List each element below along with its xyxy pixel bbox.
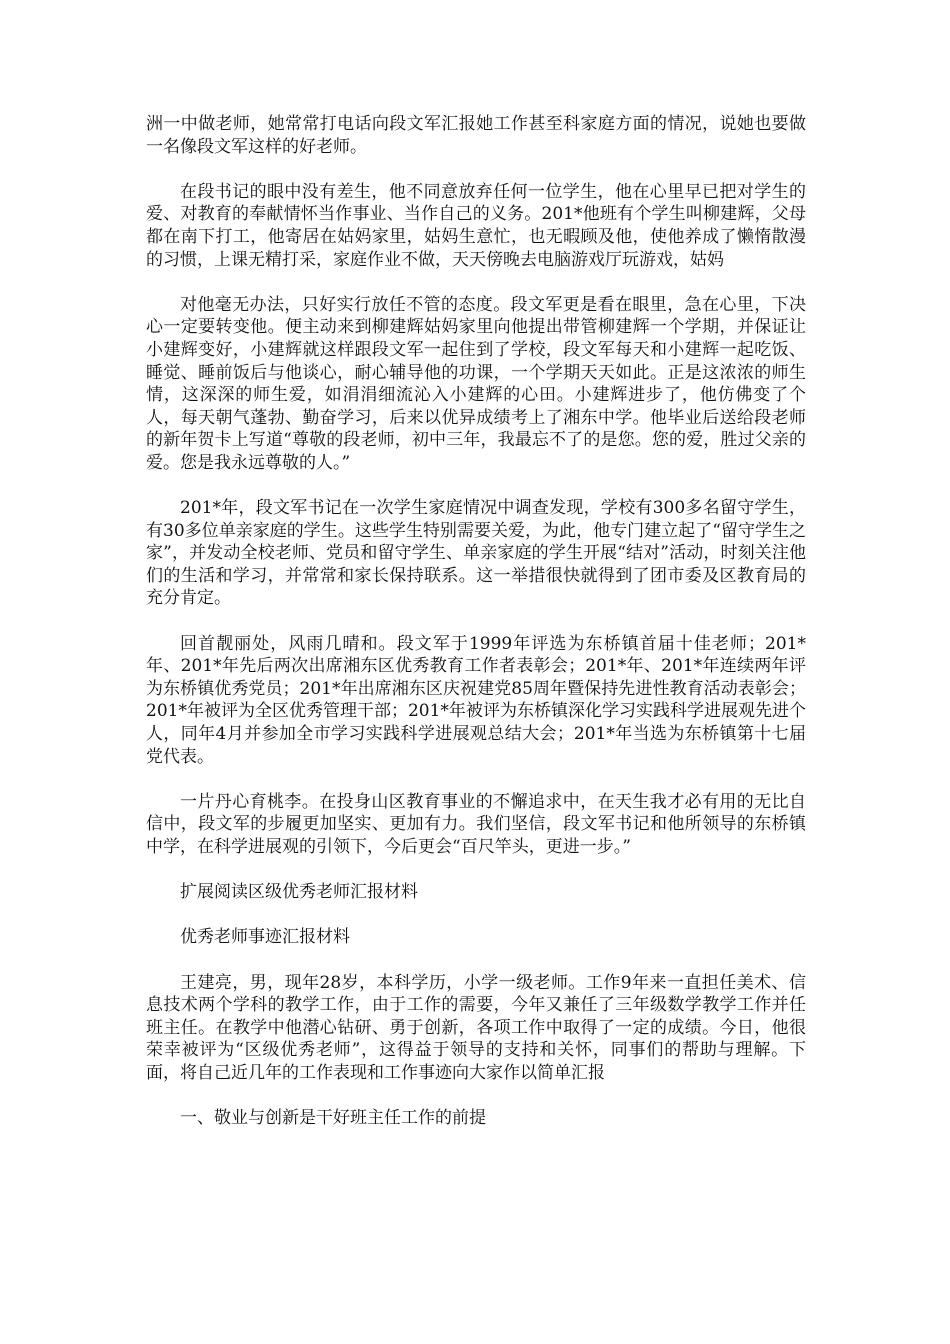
paragraph-2: 在段书记的眼中没有差生，他不同意放弃任何一位学生，他在心里早已把对学生的爱、对教育的奉献情怀当作事业、当作自己的义务。201*他班有个学生叫柳建辉，父母都在南下打工，他寄居在姑妈家里，姑妈生意忙，也无暇顾及他，使他养成了懒惰散漫的习惯，上课无精打采，家庭作业不做，天天傍晚去电脑游戏厅玩游戏，姑妈 — [146, 181, 806, 270]
paragraph-7: 王建亮，男，现年28岁，本科学历，小学一级老师。工作9年来一直担任美术、信息技术两个学科的教学工作，由于工作的需要，今年又兼任了三年级数学教学工作并任班主任。在教学中他潜心钻研、勇于创新，各项工作中取得了一定的成绩。今日，他很荣幸被评为“区级优秀老师”，这得益于领导的支持和关怀，同事们的帮助与理解。下面，将自己近几年的工作表现和工作事迹向大家作以简单汇报 — [146, 972, 806, 1083]
paragraph-6: 一片丹心育桃李。在投身山区教育事业的不懈追求中，在天生我才必有用的无比自信中，段文军的步履更加坚实、更加有力。我们坚信，段文军书记和他所领导的东桥镇中学，在科学进展观的引领下，今后更会“百尺竿头，更进一步。” — [146, 791, 806, 857]
paragraph-1: 洲一中做老师，她常常打电话向段文军汇报她工作甚至科家庭方面的情况，说她也要做一名像段文军这样的好老师。 — [146, 114, 806, 157]
section-heading-teacher-report: 优秀老师事迹汇报材料 — [180, 927, 350, 948]
paragraph-5: 回首靓丽处，风雨几晴和。段文军于1999年评选为东桥镇首届十佳老师；201*年、201*年先后两次出席湘东区优秀教育工作者表彰会；201*年、201*年连续两年评为东桥镇优秀党员；201*年出席湘东区庆祝建党85周年暨保持先进性教育活动表彰会；201*年被评为全区优秀管理干部；201*年被评为东桥镇深化学习实践科学进展观先进个人，同年4月并参加全市学习实践科学进展观总结大会；201*年当选为东桥镇第十七届党代表。 — [146, 633, 806, 767]
section-heading-extended-reading: 扩展阅读区级优秀老师汇报材料 — [180, 882, 418, 903]
section-heading-1: 一、敬业与创新是干好班主任工作的前提 — [180, 1108, 486, 1129]
document-body — [146, 113, 806, 1152]
paragraph-4: 201*年，段文军书记在一次学生家庭情况中调查发现，学校有300多名留守学生，有30多位单亲家庭的学生。这些学生特别需要关爱，为此，他专门建立起了“留守学生之家”，并发动全校老师、党员和留守学生、单亲家庭的学生开展“结对”活动，时刻关注他们的生活和学习，并常常和家长保持联系。这一举措很快就得到了团市委及区教育局的充分肯定。 — [146, 498, 806, 609]
paragraph-3: 对他毫无办法，只好实行放任不管的态度。段文军更是看在眼里，急在心里，下决心一定要转变他。便主动来到柳建辉姑妈家里向他提出带管柳建辉一个学期，并保证让小建辉变好，小建辉就这样跟段文军一起住到了学校，段文军每天和小建辉一起吃饭、睡觉、睡前饭后与他谈心，耐心辅导他的功课，一个学期天天如此。正是这浓浓的师生情，这深深的师生爱，如涓涓细流沁入小建辉的心田。小建辉进步了，他仿佛变了个人，每天朝气蓬勃、勤奋学习，后来以优异成绩考上了湘东中学。他毕业后送给段老师的新年贺卡上写道“尊敬的段老师，初中三年，我最忘不了的是您。您的爱，胜过父亲的爱。您是我永远尊敬的人。” — [146, 294, 806, 473]
